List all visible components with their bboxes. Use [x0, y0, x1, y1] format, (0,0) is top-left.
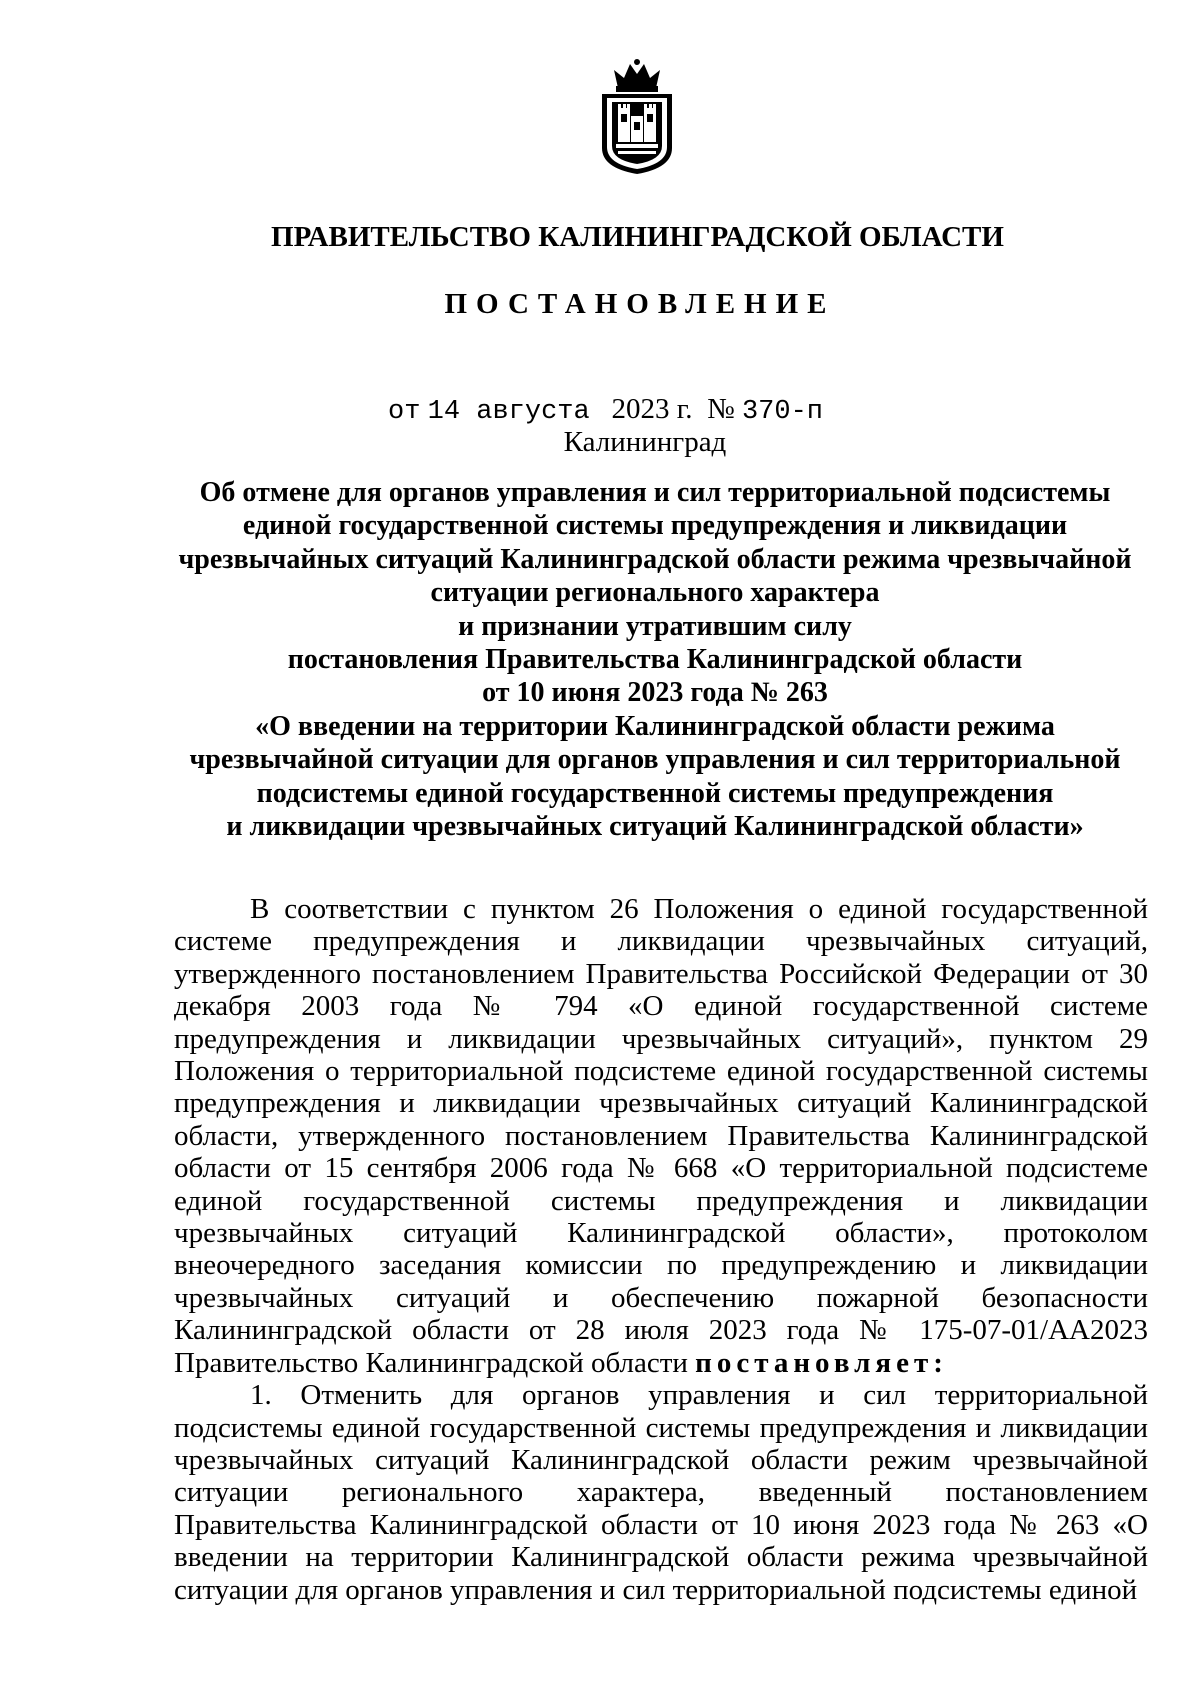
subject-line: и ликвидации чрезвычайных ситуаций Калининградской области»: [226, 811, 1084, 843]
date-prefix: от: [388, 397, 421, 427]
document-body: [174, 893, 1148, 1606]
subject-line: постановления Правительства Калининградской области: [287, 644, 1023, 676]
subject-line: единой государственной системы предупреждения и ликвидации: [242, 510, 1068, 542]
item-1-paragraph: 1. Отменить для органов управления и сил территориальной подсистемы единой государственной системы предупреждения и ликвидации чрезвычайных ситуаций Калининградской области режим чрезвычайной ситуации регионального характера, введенный постановлением Правительства Калининградской области от 10 июня 2023 года № 263 «О введении на территории Калининградской области режима чрезвычайной ситуации для органов управления и сил территориальной подсистемы единой: [174, 1379, 1148, 1606]
document-date: 14 августа: [427, 397, 590, 427]
document-year: 2023 г.: [611, 393, 693, 425]
preamble-text: В соответствии с пунктом 26 Положения о единой государственной системе предупреждения и ликвидации чрезвычайных ситуаций, утвержденного постановлением Правительства Российской Федерации от 30 декабря 2003 года № 794 «О единой государственной системе предупреждения и ликвидации чрезвычайных ситуаций», пунктом 29 Положения о территориальной подсистеме единой государственной системы предупреждения и ликвидации чрезвычайных ситуаций Калининградской области, утвержденного постановлением Правительства Калининградской области от 15 сентября 2006 года № 668 «О территориальной подсистеме единой государственной системы предупреждения и ликвидации чрезвычайных ситуаций Калининградской области», протоколом внеочередного заседания комиссии по предупреждению и ликвидации чрезвычайных ситуаций и обеспечению пожарной безопасности Калининградской области от 28 июля 2023 года № 175-07-01/АА2023 Правительство Калининградской области: [174, 893, 1148, 1379]
subject-line: чрезвычайных ситуаций Калининградской области режима чрезвычайной: [178, 543, 1132, 575]
subject-line: и признании утратившим силу: [458, 610, 852, 642]
document-number: 370-п: [741, 397, 823, 427]
subject-line: от 10 июня 2023 года № 263: [482, 677, 828, 709]
subject-line: подсистемы единой государственной системы предупреждения: [256, 777, 1054, 809]
subject-line: ситуации регионального характера: [430, 577, 880, 609]
resolves-word: постановляет:: [695, 1346, 948, 1379]
subject-line: чрезвычайной ситуации для органов управления и сил территориальной: [189, 744, 1121, 776]
number-sign: №: [707, 393, 735, 425]
preamble-paragraph: [174, 893, 1148, 1379]
document-subject: [160, 476, 1150, 843]
date-number-line: [388, 393, 823, 427]
document-city: Калининград: [563, 426, 727, 458]
subject-line: Об отмене для органов управления и сил территориальной подсистемы: [199, 477, 1111, 508]
document-type-title: ПОСТАНОВЛЕНИЕ: [444, 288, 836, 320]
kaliningrad-coat-of-arms-icon: [596, 58, 678, 176]
organization-title: ПРАВИТЕЛЬСТВО КАЛИНИНГРАДСКОЙ ОБЛАСТИ: [271, 221, 1004, 253]
subject-line: «О введении на территории Калининградской области режима: [255, 710, 1055, 742]
